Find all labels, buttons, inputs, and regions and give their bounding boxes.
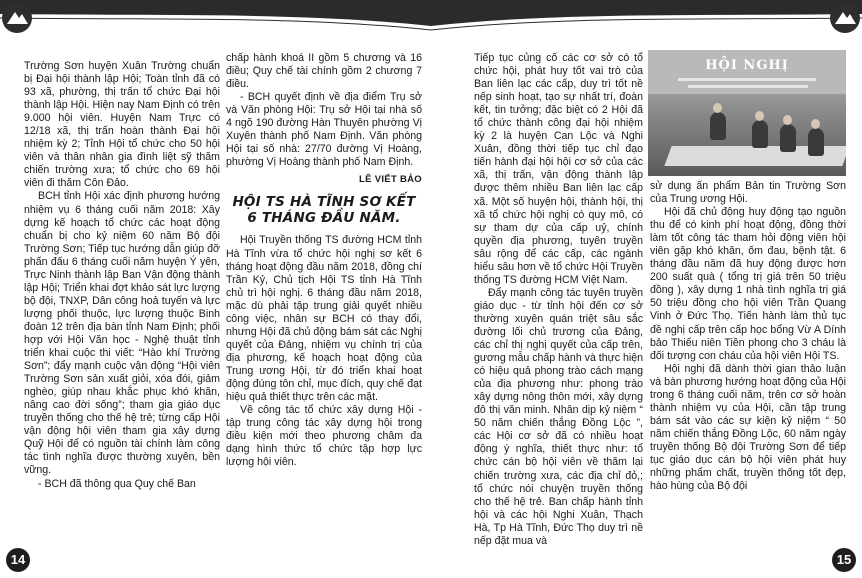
person-silhouette xyxy=(752,120,768,148)
person-silhouette xyxy=(808,128,824,156)
person-silhouette xyxy=(710,112,726,140)
person-head xyxy=(811,119,820,129)
page-header-bar xyxy=(0,0,862,40)
paragraph: chấp hành khoá II gồm 5 chương và 16 điều; Quy chế tài chính gồm 2 chương 7 điều. xyxy=(226,52,422,91)
article-column-2 xyxy=(226,52,422,469)
paragraph: - BCH đã thông qua Quy chế Ban xyxy=(38,477,196,490)
paragraph: Đẩy mạnh công tác tuyên truyền giáo dục - từ tỉnh hội đến cơ sở thường xuyên quán triệt sâu sắc đường lối chủ trương của Đảng, các chỉ thị nghị quyết của cấp trên, gương mẫu chấp hành và thực hiện có hiệu quả phong trào cách mạng của địa phương như: phong trào xây dựng nông thôn mới, xây dựng đô thị văn minh. Nhân dịp kỷ niệm “ 50 năm chiến thắng Đồng Lộc ”, các Hội cơ sở đã có nhiều hoạt động ý nghĩa, thiết thực như: tổ chức cán bộ hội viên về thăm lại chiến trường xưa, các địa chỉ đỏ,; tổ chức nói chuyện truyền thống cho thế hệ trẻ. Ban chấp hành tỉnh hội và các hội Nghi Xuân, Thạch Hà, Tp Hà Tĩnh, Đức Thọ duy trì nề nếp đặt mua và xyxy=(474,286,643,547)
photo-banner xyxy=(648,50,846,94)
paragraph: sử dụng ấn phẩm Bản tin Trường Sơn của Trung ương Hội. xyxy=(650,180,846,206)
paragraph: Về công tác tổ chức xây dựng Hội - tập trung công tác xây dựng hội trong điều kiện mới theo phương châm đa dạng hình thức tổ chức tập hợp lực lượng hội viên. xyxy=(226,404,422,469)
paragraph: - BCH quyết định về địa điểm Trụ sở và Văn phòng Hội: Trụ sở Hội tại nhà số 4 ngõ 190 đường Hàn Thuyên phường Vị Xuyên thành phố Nam Định. Văn phòng Hội tại số nhà: 27/70 đường Vị Hoàng, phường Vị Hoàng thành phố Nam Định. xyxy=(226,91,422,169)
photo-banner-title: HỘI NGHỊ xyxy=(705,58,789,73)
article-column-3 xyxy=(474,52,643,548)
person-silhouette xyxy=(780,124,796,152)
paragraph: Tiếp tục củng cố các cơ sở có tổ chức hội, phát huy tốt vai trò của Ban liên lạc các cấp, duy trì tốt nề nếp sinh hoạt, tạo sự nhất trí, đoàn kết, tin tưởng; đặc biệt có 2 Hội đã tổ chức thành công đại hội nhiệm kỳ 2 là huyện Can Lộc và Nghi Xuân, đồng thời tiếp tục chỉ đạo tiến hành đại hội hội cơ sở của các xã, thị trấn, vận động thành lập được thêm nhiều Ban liên lạc cấp xã. Một số huyện hội, thành hội, thị xã tổ chức hội nghị có quy mô, có sự tham dự của cấp uỷ, chính quyền địa phương, tuyên truyền sâu rộng để các cấp, các ngành hiểu sâu hơn về tổ chức Hội Truyền thống TS đường HCM Việt Nam. xyxy=(474,52,643,286)
paragraph: Hội đã chủ động huy động tạo nguồn thu để có kinh phí hoạt động, đồng thời làm tốt công tác tham hỏi động viên hội viên gặp khó khăn, ốm đau, bệnh tật. 6 tháng đầu năm đã huy động được hơn 200 suất quà ( tổng trị giá trên 50 triệu đồng ), xây dựng 1 nhà tình nghĩa trị giá 50 triệu đồng cho hội viên Trần Quang Vinh ở Đức Thọ. Tiến hành làm thủ tục đề nghị cấp trên cấp học bổng Vừ A Dính bảo Thiếu niên Tiền phong cho 3 cháu là đối tượng con cháu của hội viên Hội TS. xyxy=(650,206,846,362)
article-headline: HỘI TS HÀ TĨNH SƠ KẾT 6 THÁNG ĐẦU NĂM. xyxy=(232,194,416,227)
paragraph: Trường Sơn huyện Xuân Trường chuẩn bị Đại hội thành lập Hội; Toàn tỉnh đã có 93 xã, phường, thị trấn tổ chức Đại hội thành lập Hội. Hiện nay Nam Định có trên 9.000 hội viên. Huyện Nam Trực có 12/18 xã, thị trấn hoàn thành Đại hội nhiệm kỳ 2; Tỉnh Hội tổ chức cho 50 hội viên và thân nhân gia đình liệt sỹ thăm chiến trường xưa; tổ chức cho 69 hội viên đi thăm Côn Đảo. xyxy=(24,60,220,190)
banner-line xyxy=(688,85,808,88)
mountain-logo-icon xyxy=(2,3,32,33)
paragraph: Hội Truyền thống TS đường HCM tỉnh Hà Tĩnh vừa tổ chức hội nghị sơ kết 6 tháng hoạt động đầu năm 2018, đồng chí Trần Kỷ, Chủ tịch Hội TS tỉnh Hà Tĩnh chủ trì hội nghị. 6 tháng đầu năm 2018, mặc dù phải tập trung giải quyết nhiều công việc, nhân sự BCH có thay đổi, nhưng Hội đã chủ động bám sát các Nghị quyết của Đảng, nhiệm vụ chính trị của địa phương, kế hoạch hoạt động của Trung ương Hội, từ đó triển khai hoạt động đúng tôn chỉ, mục đích, quy chế đạt hiệu quả thiết thực trên các mặt. xyxy=(226,234,422,404)
article-column-4 xyxy=(650,180,846,493)
author-byline: LÊ VIẾT BẢO xyxy=(359,174,422,186)
paragraph: Hội nghị đã dành thời gian thảo luận và bàn phương hướng hoạt động của Hội trong 6 tháng cuối năm, trên cơ sở hoàn thành nhiệm vụ của Hội, cần tập trung bám sát vào các sự kiện kỷ niệm “ 50 năm chiến thắng Đồng Lộc, 60 năm ngày truyền thống Bộ đội Trường Sơn để tiếp tục giáo dục cán bộ hội viên phát huy những phẩm chất, truyền thống tốt đẹp, hào hùng của Bộ đội xyxy=(650,362,846,493)
person-head xyxy=(783,115,792,125)
page-number-right: 15 xyxy=(832,548,856,572)
page-number-left: 14 xyxy=(6,548,30,572)
person-head xyxy=(713,103,722,113)
article-column-1 xyxy=(24,60,220,491)
paragraph: BCH tỉnh Hội xác định phương hướng nhiệm vụ 6 tháng cuối năm 2018: Xây dựng kế hoạch tổ chức các hoạt động chuẩn bị cho kỷ niệm 60 năm Bộ đội Trường Sơn; Tiếp tục hướng dẫn giúp đỡ phấn đấu 6 tháng cuối năm huyện Ý yên, Trực Ninh thành lập Ban Vận động thành lập Hội; Triển khai đợt khảo sát lực lượng bộ đội, TNXP, Dân công hoả tuyến và lực lượng phối thuộc, lực lượng thuộc Binh đoàn 12 trên địa bàn tỉnh Nam Định; phối hợp với Hội Văn học - Nghệ thuật tỉnh triển khai cuộc thi viết: “Hào khí Trường Sơn”; đẩy mạnh cuộc vận động “Hội viên Trường Sơn sản xuất giỏi, xóa đói, giảm nghèo, giúp nhau khắc phục khó khăn, nâng cao đời sống”; tham gia giáo dục truyền thống cho thế hệ trẻ; từng cấp Hội vận động hội viên tham gia xây dựng Quỹ Hội để có nguồn tài chính làm công tác tình nghĩa được thường xuyên, bền vững. xyxy=(24,190,220,477)
banner-line xyxy=(678,78,816,81)
person-head xyxy=(755,111,764,121)
conference-photo xyxy=(648,50,846,176)
mountain-logo-icon xyxy=(830,3,860,33)
